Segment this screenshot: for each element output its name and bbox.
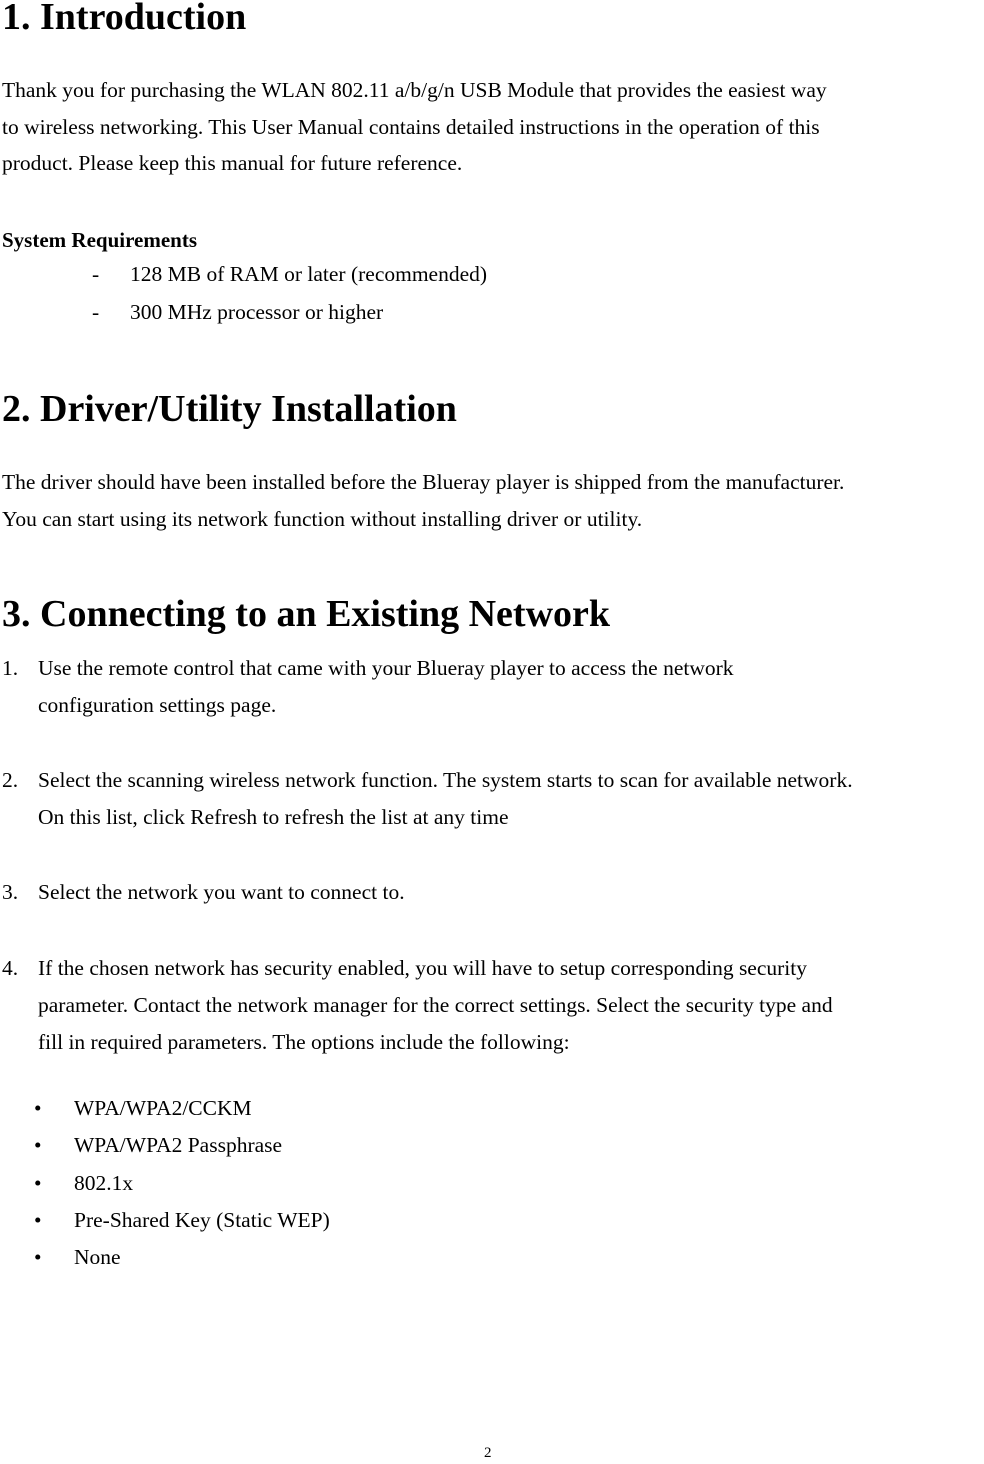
paragraph-line: You can start using its network function without installing driver or utility. (2, 506, 643, 531)
section-2-heading: 2. Driver/Utility Installation (2, 388, 457, 430)
bullet-marker: • (34, 1171, 42, 1195)
dash-marker: - (92, 300, 100, 324)
dash-marker: - (92, 262, 100, 286)
paragraph-line: to wireless networking. This User Manual contains detailed instructions in the operation of this (2, 114, 820, 139)
system-requirements-title: System Requirements (2, 228, 198, 252)
option-text: WPA/WPA2/CCKM (74, 1096, 252, 1120)
bullet-marker: • (34, 1096, 42, 1120)
bullet-marker: • (34, 1245, 42, 1269)
step-text (38, 762, 853, 836)
step-line: Use the remote control that came with your Blueray player to access the network (38, 656, 734, 680)
step-line: configuration settings page. (38, 693, 277, 717)
option-text: WPA/WPA2 Passphrase (74, 1133, 283, 1157)
step-line: If the chosen network has security enabled, you will have to setup corresponding security (38, 956, 808, 980)
option-text: Pre-Shared Key (Static WEP) (74, 1208, 330, 1232)
intro-paragraph (2, 72, 827, 182)
step-text (38, 950, 833, 1061)
step-line: fill in required parameters. The options include the following: (38, 1030, 570, 1054)
driver-paragraph (2, 464, 844, 537)
step-line: Select the scanning wireless network function. The system starts to scan for available network. (38, 768, 853, 792)
paragraph-line: product. Please keep this manual for future reference. (2, 151, 463, 175)
bullet-marker: • (34, 1208, 42, 1232)
option-text: None (74, 1245, 121, 1269)
requirement-text: 300 MHz processor or higher (130, 300, 384, 324)
page-number: 2 (484, 1445, 492, 1461)
paragraph-line: The driver should have been installed before the Blueray player is shipped from the manufacturer. (2, 470, 845, 494)
step-text (38, 650, 734, 724)
requirement-text: 128 MB of RAM or later (recommended) (130, 262, 488, 286)
bullet-marker: • (34, 1133, 42, 1157)
step-line: parameter. Contact the network manager for the correct settings. Select the security type and (38, 993, 833, 1017)
step-number: 4. (2, 956, 19, 980)
step-line: On this list, click Refresh to refresh the list at any time (38, 805, 509, 829)
paragraph-line: Thank you for purchasing the WLAN 802.11 a/b/g/n USB Module that provides the easiest way (2, 78, 827, 102)
step-number: 3. (2, 880, 19, 904)
section-3-heading: 3. Connecting to an Existing Network (2, 593, 611, 635)
step-text (38, 874, 405, 911)
option-text: 802.1x (74, 1171, 134, 1195)
section-1-heading: 1. Introduction (2, 0, 247, 38)
step-number: 1. (2, 656, 19, 680)
step-line: Select the network you want to connect to. (38, 880, 405, 904)
step-number: 2. (2, 768, 19, 792)
